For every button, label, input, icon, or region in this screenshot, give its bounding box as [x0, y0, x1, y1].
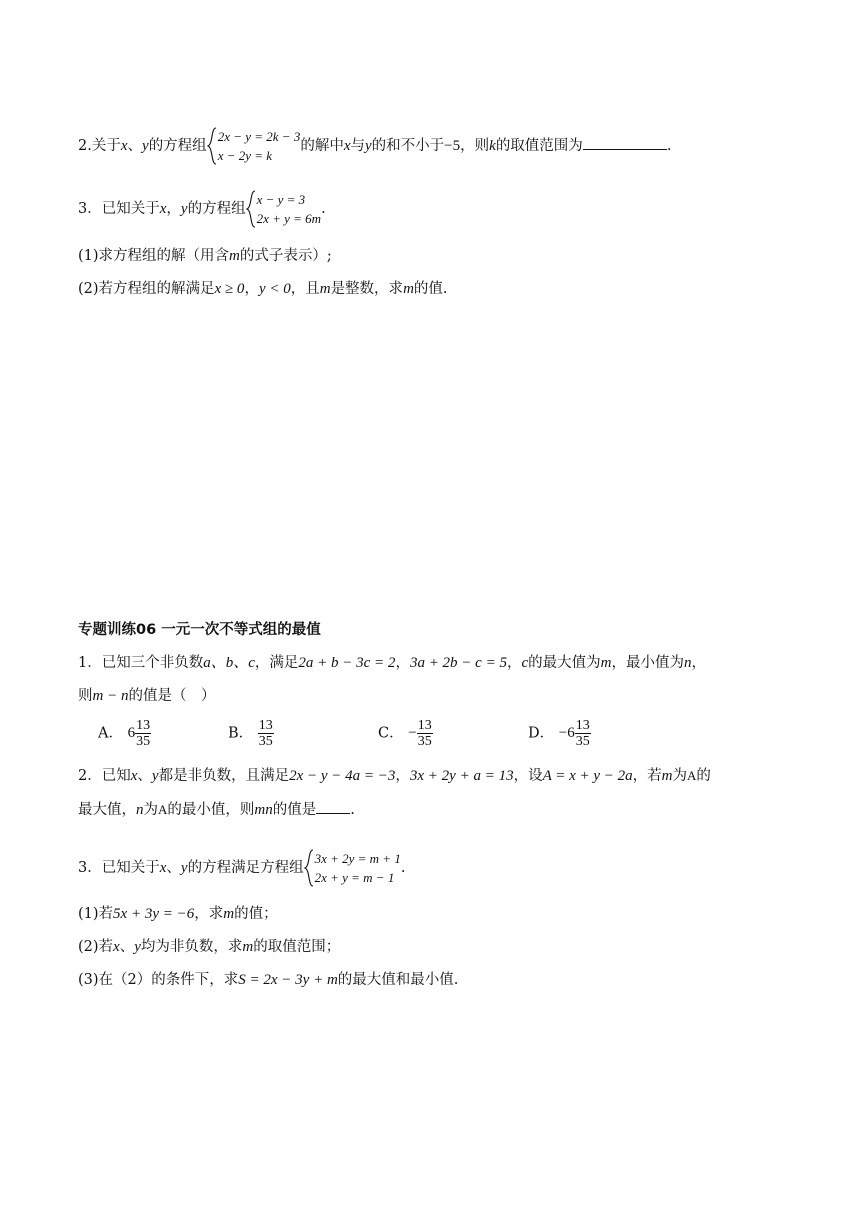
text: 是整数，求 — [330, 281, 404, 297]
var-m: m — [229, 248, 240, 264]
section-problem-2-line-2 — [78, 799, 355, 820]
problem-3-question-1 — [78, 246, 332, 266]
var-y: y — [134, 939, 141, 955]
section-problem-1-line-2 — [78, 686, 215, 706]
text: 、 — [127, 138, 143, 154]
equation: 5x + 3y = −6 — [113, 906, 195, 922]
text: 的取值范围； — [253, 939, 341, 955]
var-y: y — [142, 138, 149, 154]
var-x: x — [159, 201, 167, 217]
problem-number: 3． — [78, 860, 102, 876]
text: 的式子表示）; — [239, 248, 332, 264]
option-sign: − — [558, 725, 568, 741]
var-x: x — [343, 138, 351, 154]
text: (3)在（2）的条件下，求 — [78, 972, 239, 988]
text: 的最小值，则 — [167, 802, 255, 818]
text: 的取值范围为 — [495, 138, 583, 154]
option-fraction — [135, 718, 151, 749]
problem-3-question-2 — [78, 279, 448, 299]
text: 的值是（ ） — [128, 688, 216, 704]
equation-system — [207, 127, 301, 165]
option-fraction — [417, 718, 433, 749]
text: ， — [244, 281, 259, 297]
var-y: y — [180, 201, 188, 217]
text: ，满足 — [254, 655, 299, 671]
denominator: 35 — [417, 734, 432, 749]
section-problem-3-question-1 — [78, 904, 278, 924]
option-d[interactable] — [528, 718, 591, 749]
text: 已知三个非负数 — [101, 655, 204, 671]
text: 的最大值和最小值. — [337, 972, 459, 988]
var-x: x — [130, 768, 138, 784]
var-y: y — [180, 860, 188, 876]
var-A: A — [158, 802, 168, 817]
text: 已知 — [101, 768, 131, 784]
option-b[interactable] — [228, 718, 274, 749]
text: 最大值， — [78, 802, 136, 818]
text: 的 — [696, 768, 711, 784]
text: 都是非负数，且满足 — [158, 768, 290, 784]
text: (1)求方程组的解（用含 — [78, 248, 230, 264]
denominator: 35 — [136, 734, 151, 749]
option-label: A． — [98, 725, 123, 742]
var-x: x — [159, 860, 167, 876]
equation: 2x − y − 4a = −3 — [289, 768, 396, 784]
text: . — [400, 860, 406, 876]
text: 已知关于 — [101, 860, 160, 876]
var-m: m — [661, 768, 673, 784]
denominator: 35 — [575, 734, 590, 749]
text: . — [350, 802, 355, 818]
value: −5 — [444, 138, 461, 154]
text: 的解中 — [300, 138, 344, 154]
var-y: y — [365, 138, 372, 154]
section-problem-1 — [78, 653, 706, 673]
equation-system — [304, 849, 401, 887]
answer-blank[interactable] — [316, 799, 350, 814]
equation: 2a + b − 3c = 2 — [298, 655, 396, 671]
text: ， — [395, 768, 410, 784]
var-y: y — [151, 768, 159, 784]
left-brace-icon — [304, 849, 315, 887]
text: ，求 — [194, 906, 224, 922]
section-title: 专题训练06 一元一次不等式组的最值 — [78, 622, 321, 638]
condition: x ≥ 0 — [214, 281, 245, 297]
text: 均为非负数，求 — [140, 939, 243, 955]
text: 与 — [350, 138, 365, 154]
option-whole: 6 — [127, 725, 136, 741]
text: ，最小值为 — [611, 655, 684, 671]
text: 则 — [78, 688, 93, 704]
equation: x − 2y = k — [217, 148, 273, 163]
equation: 3x + 2y = m + 1 — [314, 851, 401, 866]
option-fraction — [575, 718, 591, 749]
text: 的方程组 — [187, 201, 246, 217]
expression: m − n — [92, 688, 129, 704]
var-m: m — [223, 906, 235, 922]
text: 、 — [166, 860, 181, 876]
text: ， — [395, 655, 410, 671]
problem-number: 1． — [78, 655, 102, 671]
option-label: C． — [378, 725, 404, 742]
text: 、 — [137, 768, 152, 784]
equation: 2x + y = 6m — [256, 211, 322, 226]
text: 为 — [672, 768, 687, 784]
text: . — [666, 138, 672, 154]
var-m: m — [600, 655, 612, 671]
section-problem-2 — [78, 766, 711, 786]
text: 的值是 — [272, 802, 317, 818]
var-x: x — [120, 138, 128, 154]
equation: x − y = 3 — [256, 192, 306, 207]
problem-2 — [78, 127, 671, 165]
problem-number: 3． — [78, 201, 102, 217]
problem-3 — [78, 190, 326, 228]
section-problem-3-question-3 — [78, 970, 458, 990]
option-a[interactable] — [98, 718, 151, 749]
equation: 2x + y = m − 1 — [314, 870, 395, 885]
expression: mn — [254, 802, 273, 818]
text: ， — [691, 655, 706, 671]
var-A: A — [687, 768, 697, 783]
equation: S = 2x − 3y + m — [238, 972, 338, 988]
text: 的值； — [234, 906, 278, 922]
text: 的最大值为 — [528, 655, 601, 671]
equation: A = x + y − 2a — [542, 768, 633, 784]
section-problem-3-question-2 — [78, 937, 340, 957]
var-x: x — [113, 939, 120, 955]
condition: y < 0 — [258, 281, 291, 297]
var-n: n — [683, 655, 692, 671]
text: 关于 — [91, 138, 121, 154]
problem-number: 2． — [78, 768, 102, 784]
text: ，则 — [460, 138, 490, 154]
text: 已知关于 — [101, 201, 160, 217]
denominator: 35 — [258, 734, 273, 749]
option-whole: 6 — [567, 725, 575, 741]
text: (2)若 — [78, 939, 114, 955]
text: 的和不小于 — [371, 138, 445, 154]
answer-blank[interactable] — [583, 135, 667, 150]
option-label: B． — [228, 725, 254, 742]
problem-number: 2. — [78, 138, 92, 154]
text: ， — [166, 201, 181, 217]
var-m: m — [242, 939, 254, 955]
text: ， — [506, 655, 522, 671]
numerator: 13 — [575, 718, 590, 733]
equation: 2x − y = 2k − 3 — [217, 129, 301, 144]
text: ，设 — [513, 768, 543, 784]
text: 的值. — [413, 281, 448, 297]
option-fraction — [258, 718, 274, 749]
section-problem-3 — [78, 849, 405, 887]
text: 的方程组 — [148, 138, 207, 154]
var-n: n — [136, 802, 144, 818]
text: ，且 — [290, 281, 320, 297]
var-m: m — [319, 281, 331, 297]
text: (2)若方程组的解满足 — [78, 281, 215, 297]
equation-system — [246, 190, 321, 228]
option-label: D． — [528, 725, 555, 742]
text: 为 — [143, 802, 158, 818]
text: 、 — [119, 939, 135, 955]
left-brace-icon — [246, 190, 257, 228]
option-c[interactable] — [378, 718, 433, 749]
var-c: c — [521, 655, 529, 671]
numerator: 13 — [258, 718, 273, 733]
option-sign: − — [408, 725, 417, 741]
vars-abc: a、b、c — [203, 655, 255, 671]
text: ，若 — [632, 768, 662, 784]
numerator: 13 — [136, 718, 151, 733]
var-m: m — [403, 281, 414, 297]
equation: 3x + 2y + a = 13 — [409, 768, 514, 784]
left-brace-icon — [207, 127, 218, 165]
text: . — [321, 201, 326, 217]
numerator: 13 — [417, 718, 432, 733]
var-k: k — [489, 138, 496, 154]
text: (1)若 — [78, 906, 114, 922]
equation: 3a + 2b − c = 5 — [409, 655, 507, 671]
text: 的方程满足方程组 — [187, 860, 304, 876]
